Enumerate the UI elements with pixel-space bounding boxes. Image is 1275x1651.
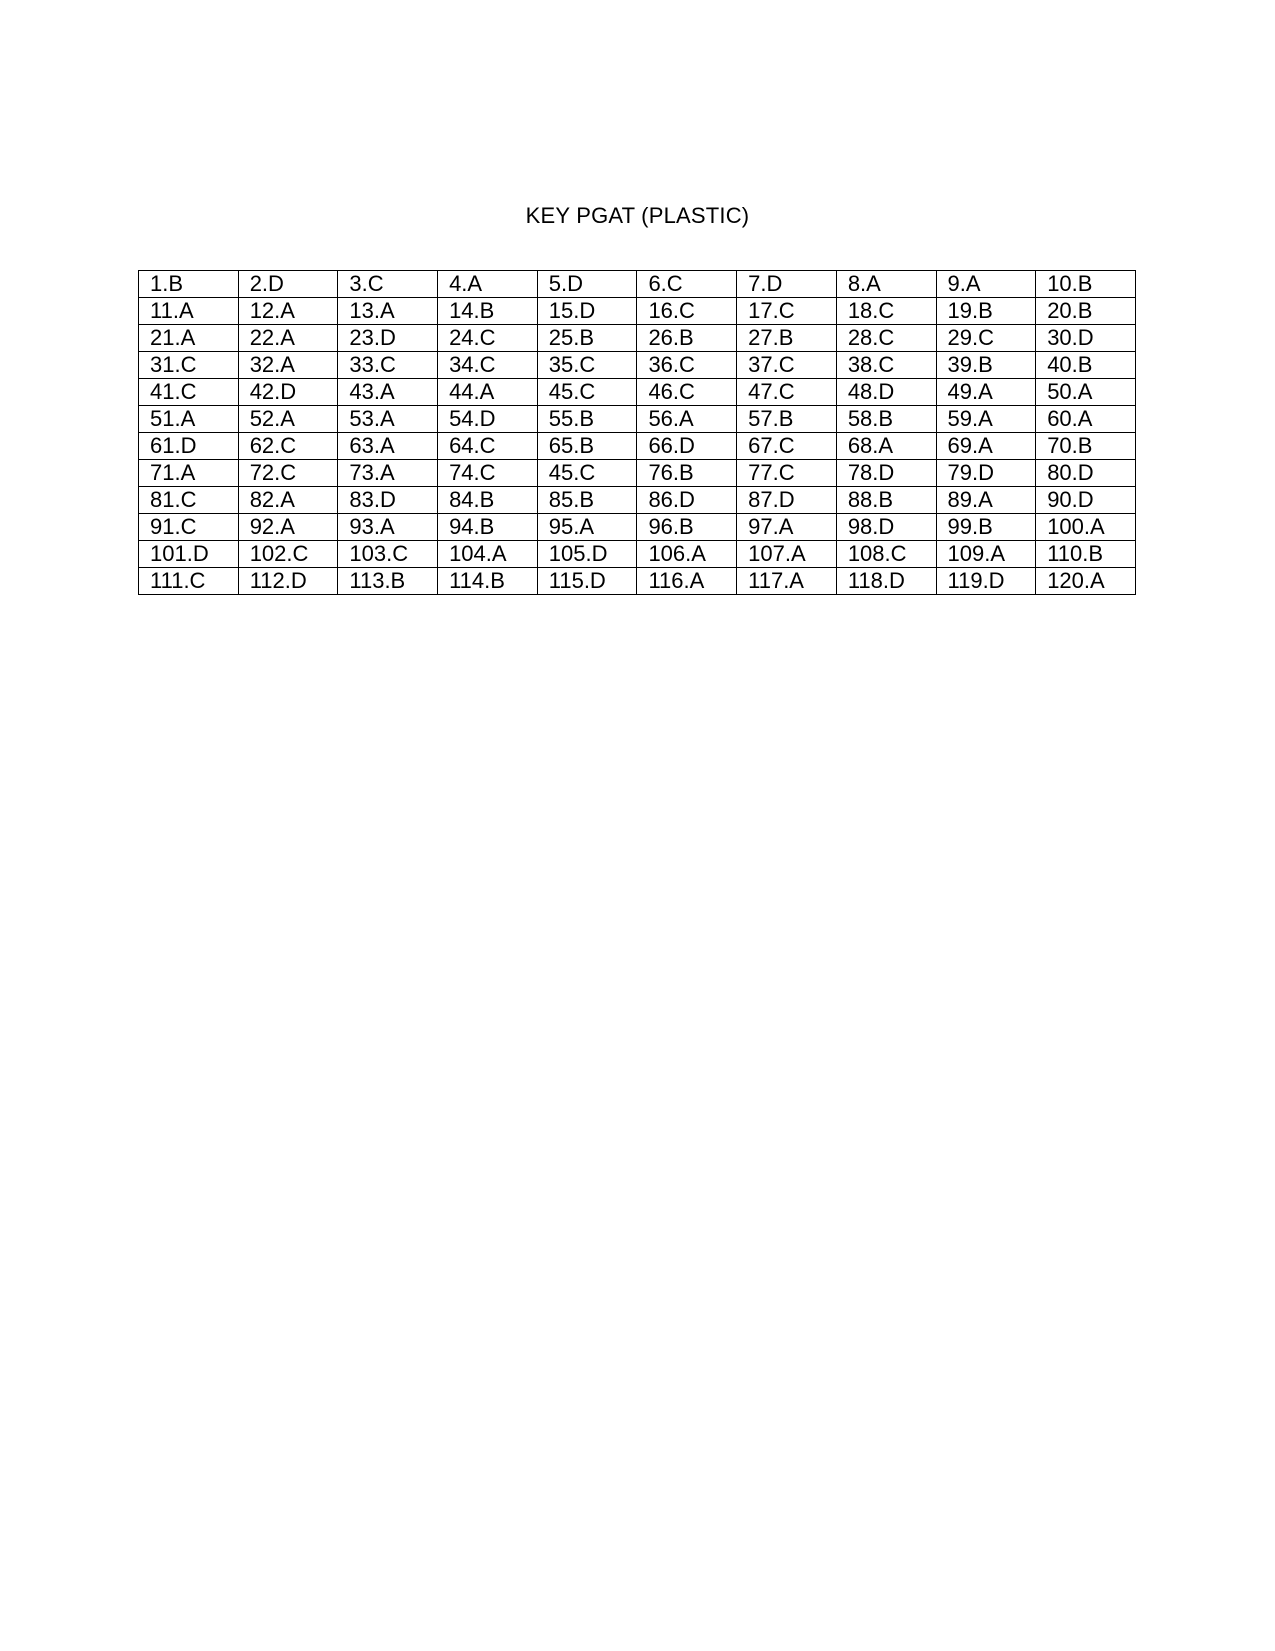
page-title: KEY PGAT (PLASTIC) [525, 203, 750, 228]
answer-cell: 76.B [637, 460, 737, 487]
answer-cell: 37.C [737, 352, 837, 379]
answer-cell: 13.A [338, 298, 438, 325]
answer-cell: 108.C [836, 541, 936, 568]
table-row [139, 433, 1136, 460]
answer-cell: 6.C [637, 271, 737, 298]
answer-cell: 51.A [139, 406, 239, 433]
answer-cell: 20.B [1036, 298, 1136, 325]
answer-cell: 64.C [438, 433, 538, 460]
answer-cell: 110.B [1036, 541, 1136, 568]
answer-cell: 35.C [537, 352, 637, 379]
table-row [139, 352, 1136, 379]
answer-cell: 60.A [1036, 406, 1136, 433]
table-row [139, 460, 1136, 487]
answer-cell: 85.B [537, 487, 637, 514]
answer-cell: 56.A [637, 406, 737, 433]
answer-cell: 9.A [936, 271, 1036, 298]
answer-cell: 120.A [1036, 568, 1136, 595]
answer-cell: 67.C [737, 433, 837, 460]
answer-cell: 79.D [936, 460, 1036, 487]
answer-cell: 7.D [737, 271, 837, 298]
answer-cell: 101.D [139, 541, 239, 568]
answer-cell: 54.D [438, 406, 538, 433]
answer-cell: 119.D [936, 568, 1036, 595]
answer-cell: 90.D [1036, 487, 1136, 514]
answer-cell: 1.B [139, 271, 239, 298]
answer-cell: 73.A [338, 460, 438, 487]
answer-cell: 71.A [139, 460, 239, 487]
answer-cell: 55.B [537, 406, 637, 433]
answer-cell: 27.B [737, 325, 837, 352]
answer-cell: 103.C [338, 541, 438, 568]
table-row [139, 541, 1136, 568]
answer-cell: 77.C [737, 460, 837, 487]
answer-cell: 68.A [836, 433, 936, 460]
answer-cell: 100.A [1036, 514, 1136, 541]
answer-cell: 48.D [836, 379, 936, 406]
answer-cell: 46.C [637, 379, 737, 406]
answer-cell: 45.C [537, 460, 637, 487]
answer-cell: 78.D [836, 460, 936, 487]
answer-cell: 57.B [737, 406, 837, 433]
answer-cell: 113.B [338, 568, 438, 595]
answer-cell: 117.A [737, 568, 837, 595]
answer-cell: 66.D [637, 433, 737, 460]
answer-cell: 4.A [438, 271, 538, 298]
answer-cell: 69.A [936, 433, 1036, 460]
answer-cell: 58.B [836, 406, 936, 433]
answer-cell: 102.C [238, 541, 338, 568]
answer-cell: 43.A [338, 379, 438, 406]
answer-cell: 30.D [1036, 325, 1136, 352]
answer-cell: 65.B [537, 433, 637, 460]
answer-cell: 52.A [238, 406, 338, 433]
answer-cell: 38.C [836, 352, 936, 379]
answer-cell: 92.A [238, 514, 338, 541]
answer-cell: 14.B [438, 298, 538, 325]
answer-cell: 83.D [338, 487, 438, 514]
answer-cell: 116.A [637, 568, 737, 595]
answer-cell: 91.C [139, 514, 239, 541]
answer-cell: 97.A [737, 514, 837, 541]
answer-cell: 11.A [139, 298, 239, 325]
answer-cell: 70.B [1036, 433, 1136, 460]
table-row [139, 406, 1136, 433]
answer-cell: 5.D [537, 271, 637, 298]
answer-cell: 28.C [836, 325, 936, 352]
answer-cell: 25.B [537, 325, 637, 352]
answer-cell: 72.C [238, 460, 338, 487]
answer-cell: 98.D [836, 514, 936, 541]
answer-cell: 44.A [438, 379, 538, 406]
answer-cell: 95.A [537, 514, 637, 541]
answer-cell: 61.D [139, 433, 239, 460]
answer-key-body [139, 271, 1136, 595]
answer-cell: 24.C [438, 325, 538, 352]
answer-cell: 3.C [338, 271, 438, 298]
answer-cell: 8.A [836, 271, 936, 298]
answer-cell: 112.D [238, 568, 338, 595]
answer-cell: 33.C [338, 352, 438, 379]
answer-cell: 34.C [438, 352, 538, 379]
answer-cell: 105.D [537, 541, 637, 568]
answer-cell: 47.C [737, 379, 837, 406]
answer-key-table [138, 270, 1136, 595]
answer-cell: 88.B [836, 487, 936, 514]
answer-cell: 36.C [637, 352, 737, 379]
answer-cell: 96.B [637, 514, 737, 541]
answer-cell: 93.A [338, 514, 438, 541]
answer-cell: 15.D [537, 298, 637, 325]
answer-cell: 86.D [637, 487, 737, 514]
answer-cell: 21.A [139, 325, 239, 352]
answer-cell: 106.A [637, 541, 737, 568]
answer-cell: 89.A [936, 487, 1036, 514]
answer-cell: 12.A [238, 298, 338, 325]
answer-cell: 17.C [737, 298, 837, 325]
answer-cell: 107.A [737, 541, 837, 568]
answer-cell: 40.B [1036, 352, 1136, 379]
answer-cell: 26.B [637, 325, 737, 352]
answer-cell: 45.C [537, 379, 637, 406]
table-row [139, 271, 1136, 298]
answer-cell: 63.A [338, 433, 438, 460]
answer-cell: 82.A [238, 487, 338, 514]
answer-cell: 74.C [438, 460, 538, 487]
table-row [139, 568, 1136, 595]
answer-cell: 10.B [1036, 271, 1136, 298]
answer-cell: 31.C [139, 352, 239, 379]
answer-cell: 16.C [637, 298, 737, 325]
answer-cell: 59.A [936, 406, 1036, 433]
answer-cell: 42.D [238, 379, 338, 406]
table-row [139, 487, 1136, 514]
answer-cell: 81.C [139, 487, 239, 514]
answer-cell: 41.C [139, 379, 239, 406]
answer-cell: 111.C [139, 568, 239, 595]
answer-cell: 94.B [438, 514, 538, 541]
answer-cell: 2.D [238, 271, 338, 298]
answer-cell: 22.A [238, 325, 338, 352]
answer-cell: 39.B [936, 352, 1036, 379]
table-row [139, 514, 1136, 541]
answer-cell: 118.D [836, 568, 936, 595]
answer-cell: 49.A [936, 379, 1036, 406]
answer-cell: 114.B [438, 568, 538, 595]
answer-cell: 115.D [537, 568, 637, 595]
answer-cell: 104.A [438, 541, 538, 568]
answer-cell: 18.C [836, 298, 936, 325]
answer-cell: 109.A [936, 541, 1036, 568]
table-row [139, 379, 1136, 406]
answer-cell: 53.A [338, 406, 438, 433]
answer-cell: 19.B [936, 298, 1036, 325]
answer-cell: 23.D [338, 325, 438, 352]
answer-cell: 84.B [438, 487, 538, 514]
table-row [139, 325, 1136, 352]
answer-cell: 32.A [238, 352, 338, 379]
answer-cell: 80.D [1036, 460, 1136, 487]
answer-cell: 29.C [936, 325, 1036, 352]
answer-cell: 50.A [1036, 379, 1136, 406]
table-row [139, 298, 1136, 325]
answer-cell: 99.B [936, 514, 1036, 541]
answer-cell: 62.C [238, 433, 338, 460]
answer-cell: 87.D [737, 487, 837, 514]
